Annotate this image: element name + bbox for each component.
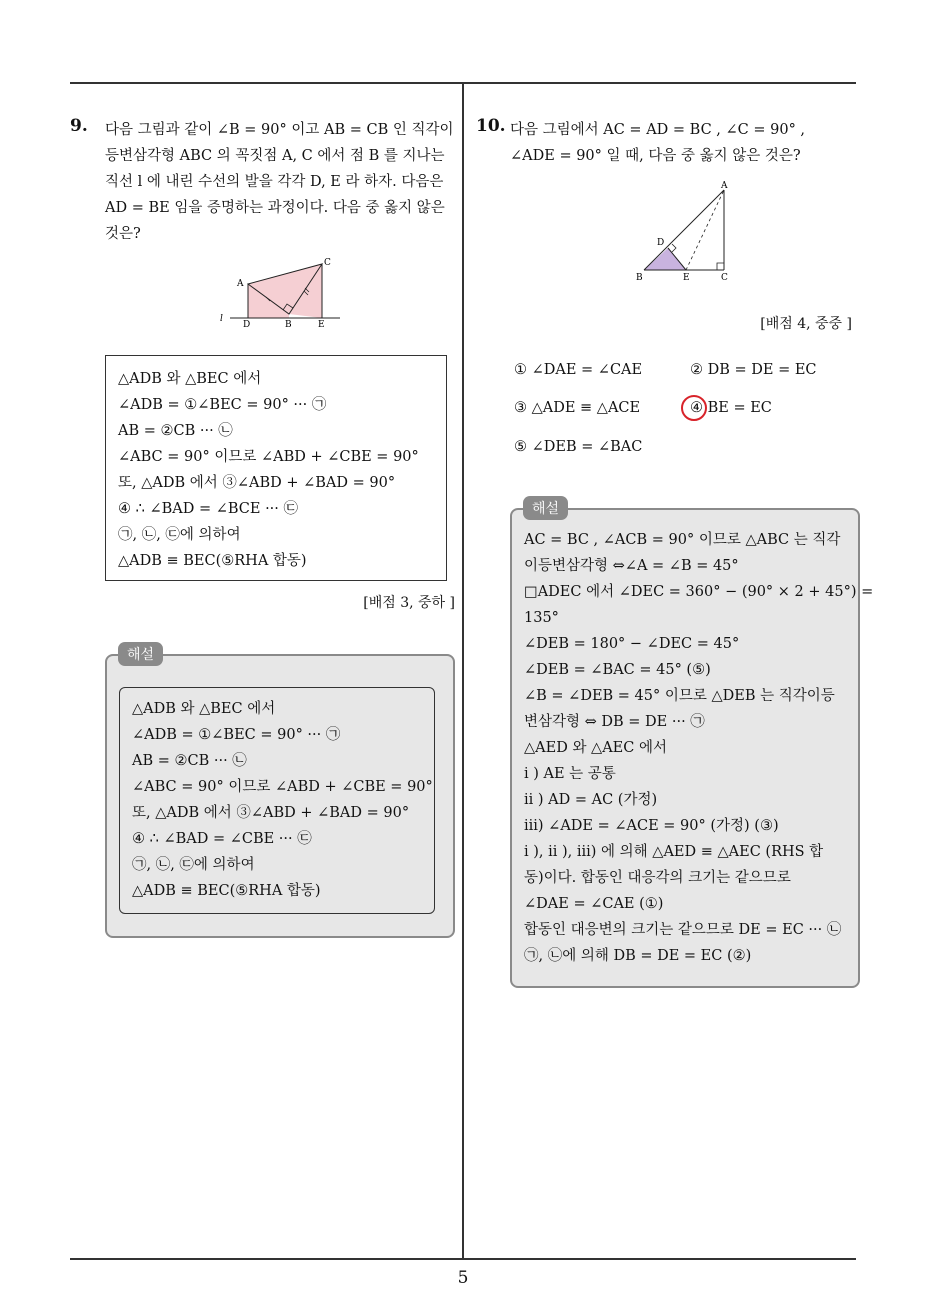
- q9-solution-panel: [105, 654, 455, 938]
- q9-proof-line-4: ∠ABC = 90° 이므로 ∠ABD + ∠CBE = 90°: [118, 449, 419, 465]
- q9-figure: [210, 252, 350, 332]
- q10-figure: [630, 178, 740, 284]
- q10-question-text: [510, 117, 860, 169]
- column-divider: [462, 83, 464, 1259]
- q9-figure-label-E: E: [318, 320, 325, 330]
- q10-solution-line-4: 135°: [524, 610, 559, 626]
- q10-number: 10.: [476, 116, 506, 136]
- q10-figure-label-A: A: [721, 181, 728, 191]
- q9-figure-label-C: C: [324, 258, 331, 268]
- q9-proof-line-1: △ADB 와 △BEC 에서: [118, 371, 262, 387]
- q9-question-text: [105, 117, 455, 247]
- q10-solution-line-14: 동)이다. 합동인 대응각의 크기는 같으므로: [524, 870, 791, 886]
- q9-solution-line-2: ∠ADB = ①∠BEC = 90° ··· ㉠: [132, 727, 341, 743]
- q10-choice-1[interactable]: ① ∠DAE = ∠CAE: [514, 362, 643, 378]
- q9-proof-line-7: ㉠, ㉡, ㉢에 의하여: [118, 527, 241, 543]
- q10-solution-line-16: 합동인 대응변의 크기는 같으므로 DE = EC ··· ㉡: [524, 922, 842, 938]
- q10-solution-line-12: iii) ∠ADE = ∠ACE = 90° (가정) (③): [524, 818, 779, 834]
- q10-figure-label-E: E: [683, 273, 690, 283]
- q10-choice-5[interactable]: ⑤ ∠DEB = ∠BAC: [514, 439, 643, 455]
- q10-solution-line-9: △AED 와 △AEC 에서: [524, 740, 667, 756]
- q10-choice-4[interactable]: ④ BE = EC: [690, 400, 772, 416]
- q10-solution-line-5: ∠DEB = 180° − ∠DEC = 45°: [524, 636, 740, 652]
- q10-solution-line-11: ii ) AD = AC (가정): [524, 792, 658, 808]
- q10-score: [배점 4, 중중 ]: [760, 316, 852, 332]
- q9-proof-line-8: △ADB ≡ BEC(⑤RHA 합동): [118, 553, 307, 569]
- q9-line-5: 것은?: [105, 226, 141, 242]
- q9-solution-line-7: ㉠, ㉡, ㉢에 의하여: [132, 857, 255, 873]
- q10-answer-mark-circle: [681, 395, 707, 421]
- q9-score: [배점 3, 중하 ]: [363, 595, 455, 611]
- q9-figure-label-A: A: [237, 279, 244, 289]
- q10-solution-tag: 해설: [523, 496, 568, 520]
- q10-figure-label-C: C: [721, 273, 728, 283]
- q9-figure-label-D: D: [243, 320, 251, 330]
- q9-number: 9.: [70, 116, 88, 136]
- q9-proof-line-5: 또, △ADB 에서 ③∠ABD + ∠BAD = 90°: [118, 475, 396, 491]
- q10-solution-line-6: ∠DEB = ∠BAC = 45° (⑤): [524, 662, 711, 678]
- q9-figure-label-l: l: [220, 314, 223, 324]
- q9-line-2: 등변삼각형 ABC 의 꼭짓점 A, C 에서 점 B 를 지나는: [105, 148, 445, 164]
- q9-proof-line-3: AB = ②CB ··· ㉡: [118, 423, 233, 439]
- q9-proof-line-6: ④ ∴ ∠BAD = ∠BCE ··· ㉢: [118, 501, 299, 517]
- q9-solution-line-1: △ADB 와 △BEC 에서: [132, 701, 276, 717]
- q10-solution-line-7: ∠B = ∠DEB = 45° 이므로 △DEB 는 직각이등: [524, 688, 835, 704]
- bottom-rule: [70, 1258, 856, 1260]
- q10-choice-3[interactable]: ③ △ADE ≡ △ACE: [514, 400, 641, 416]
- q9-solution-line-8: △ADB ≡ BEC(⑤RHA 합동): [132, 883, 321, 899]
- q9-solution-line-3: AB = ②CB ··· ㉡: [132, 753, 247, 769]
- q9-solution-line-6: ④ ∴ ∠BAD = ∠CBE ··· ㉢: [132, 831, 312, 847]
- q9-line-1: 다음 그림과 같이 ∠B = 90° 이고 AB = CB 인 직각이: [105, 122, 454, 138]
- q10-solution-panel: [510, 508, 874, 988]
- q10-choice-2[interactable]: ② DB = DE = EC: [690, 362, 817, 378]
- q10-line-1: 다음 그림에서 AC = AD = BC , ∠C = 90° ,: [510, 122, 806, 138]
- q10-solution-line-3: □ADEC 에서 ∠DEC = 360° − (90° × 2 + 45°) =: [524, 584, 874, 600]
- q9-line-3: 직선 l 에 내린 수선의 발을 각각 D, E 라 하자. 다음은: [105, 174, 444, 190]
- q10-line-2: ∠ADE = 90° 일 때, 다음 중 옳지 않은 것은?: [510, 148, 801, 164]
- q10-solution-text: [524, 527, 873, 969]
- q10-solution-line-13: i ), ii ), iii) 에 의해 △AED ≡ △AEC (RHS 합: [524, 844, 824, 860]
- q9-line-4: AD = BE 임을 증명하는 과정이다. 다음 중 옳지 않은: [105, 200, 445, 216]
- q10-figure-label-B: B: [636, 273, 643, 283]
- q10-solution-line-15: ∠DAE = ∠CAE (①): [524, 896, 664, 912]
- q9-solution-line-5: 또, △ADB 에서 ③∠ABD + ∠BAD = 90°: [132, 805, 410, 821]
- q9-figure-label-B: B: [285, 320, 292, 330]
- q9-proof-box: [105, 355, 447, 581]
- page-number: 5: [457, 1268, 469, 1288]
- q9-solution-line-4: ∠ABC = 90° 이므로 ∠ABD + ∠CBE = 90°: [132, 779, 433, 795]
- q9-proof-line-2: ∠ADB = ①∠BEC = 90° ··· ㉠: [118, 397, 327, 413]
- q10-solution-line-1: AC = BC , ∠ACB = 90° 이므로 △ABC 는 직각: [524, 532, 841, 548]
- q9-solution-tag: 해설: [118, 642, 163, 666]
- q10-solution-line-2: 이등변삼각형 ⇔∠A = ∠B = 45°: [524, 558, 739, 574]
- q10-solution-line-10: i ) AE 는 공통: [524, 766, 616, 782]
- q9-solution-box: [119, 687, 435, 914]
- q10-solution-line-17: ㉠, ㉡에 의해 DB = DE = EC (②): [524, 948, 752, 964]
- q10-solution-line-8: 변삼각형 ⇔ DB = DE ··· ㉠: [524, 714, 705, 730]
- q10-figure-label-D: D: [657, 238, 665, 248]
